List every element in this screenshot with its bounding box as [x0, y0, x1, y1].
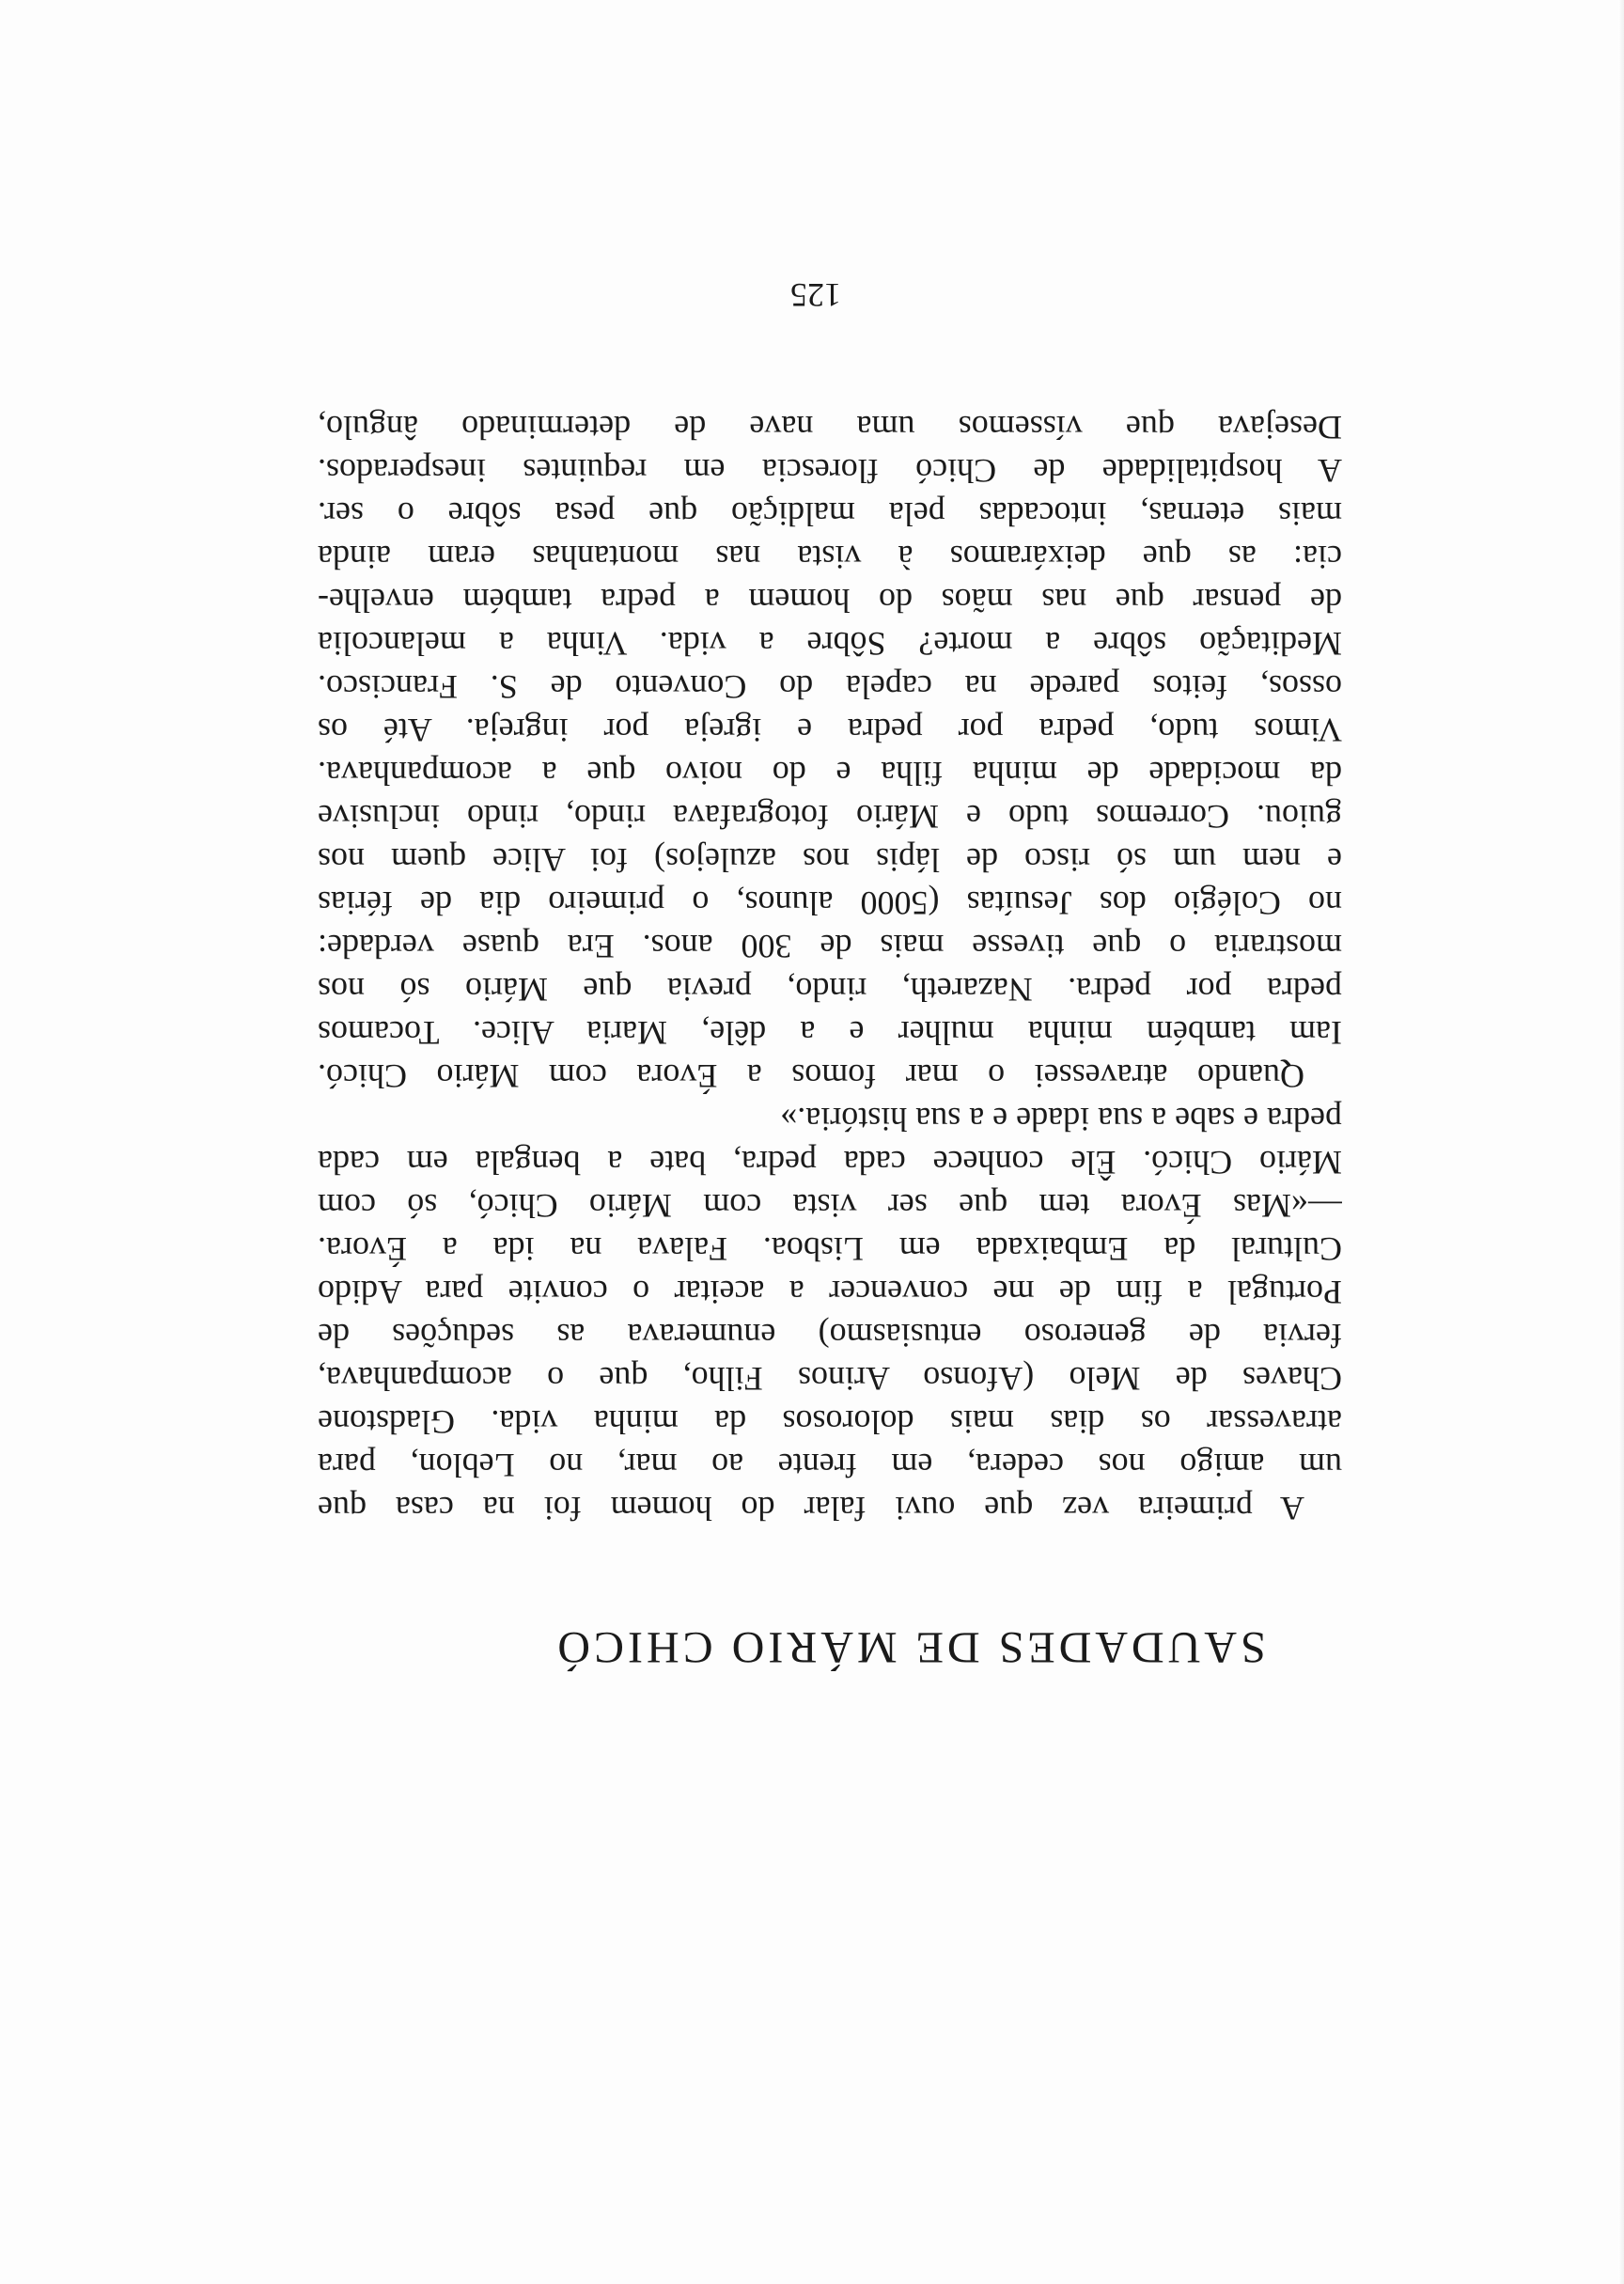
text-line: —«Mas Évora tem que ser vista com Mário Chicó, só com [318, 1187, 1342, 1225]
text-line: Quando atravessei o mar fomos a Évora com Mário Chicó. [318, 1057, 1304, 1095]
text-line: Mário Chicó. Êle conhece cada pedra, bate a bengala em cada [318, 1144, 1342, 1181]
page-number: 125 [790, 276, 841, 314]
chapter-title: SAUDADES DE MÁRIO CHICÓ [554, 1622, 1266, 1672]
chapter-body [318, 406, 1342, 1530]
text-line: guiou. Corremos tudo e Mário fotografava rindo, rindo inclusive [318, 798, 1342, 836]
text-line: cia: as que deixáramos à vista nas montanhas eram ainda [318, 539, 1342, 576]
text-line: atravessar os dias mais dolorosos da minha vida. Gladstone [318, 1403, 1342, 1441]
text-line: A primeira vez que ouvi falar do homem foi na casa que [318, 1490, 1304, 1527]
text-line: Cultural da Embaixada em Lisboa. Falava na ida a Évora. [318, 1230, 1342, 1268]
text-line: Chaves de Melo (Afonso Arinos Filho, que o acompanhava, [318, 1360, 1342, 1398]
text-line: Desejava que víssemos uma nave de determinado ângulo, [318, 409, 1342, 446]
text-line: fervia de generoso entusiasmo) enumerava as seduções de [318, 1317, 1342, 1354]
text-line: pedra por pedra. Nazareth, rindo, previa que Mário só nos [318, 971, 1342, 1009]
text-line: da mocidade de minha filha e do noivo que a acompanhava. [318, 755, 1342, 792]
text-line: mais eternas, intocadas pela maldição que pesa sôbre o ser. [318, 495, 1342, 533]
text-line: e nem um só risco de lápis nos azulejos) foi Alice quem nos [318, 841, 1342, 879]
text-line: no Colégio dos Jesuítas (5000 alunos, o primeiro dia de férias [318, 884, 1342, 922]
text-line: ossos, feitos parede na capela do Convento de S. Francisco. [318, 668, 1342, 706]
scan-edge [1618, 0, 1624, 2284]
text-line: A hospitalidade de Chicó florescia em requintes inesperados. [318, 452, 1342, 490]
text-line: um amigo nos cedera, em frente ao mar, no Leblon, para [318, 1447, 1342, 1484]
text-line: mostraria o que tivesse mais de 300 anos. Era quase verdade: [318, 928, 1342, 965]
text-line: Portugal a fim de me convencer a aceitar o convite para Adido [318, 1274, 1342, 1311]
text-line: de pensar que nas mãos do homem a pedra também envelhe- [318, 582, 1342, 619]
text-line: Iam também minha mulher e a dêle, Maria Alice. Tocamos [318, 1014, 1342, 1052]
text-line: pedra e sabe a sua idade e a sua história.» [780, 1101, 1342, 1138]
text-line: Meditação sôbre a morte? Sôbre a vida. Vinha a melancolia [318, 625, 1342, 663]
text-line: Vimos tudo, pedra por pedra e igreja por ingreja. Até os [318, 712, 1342, 749]
